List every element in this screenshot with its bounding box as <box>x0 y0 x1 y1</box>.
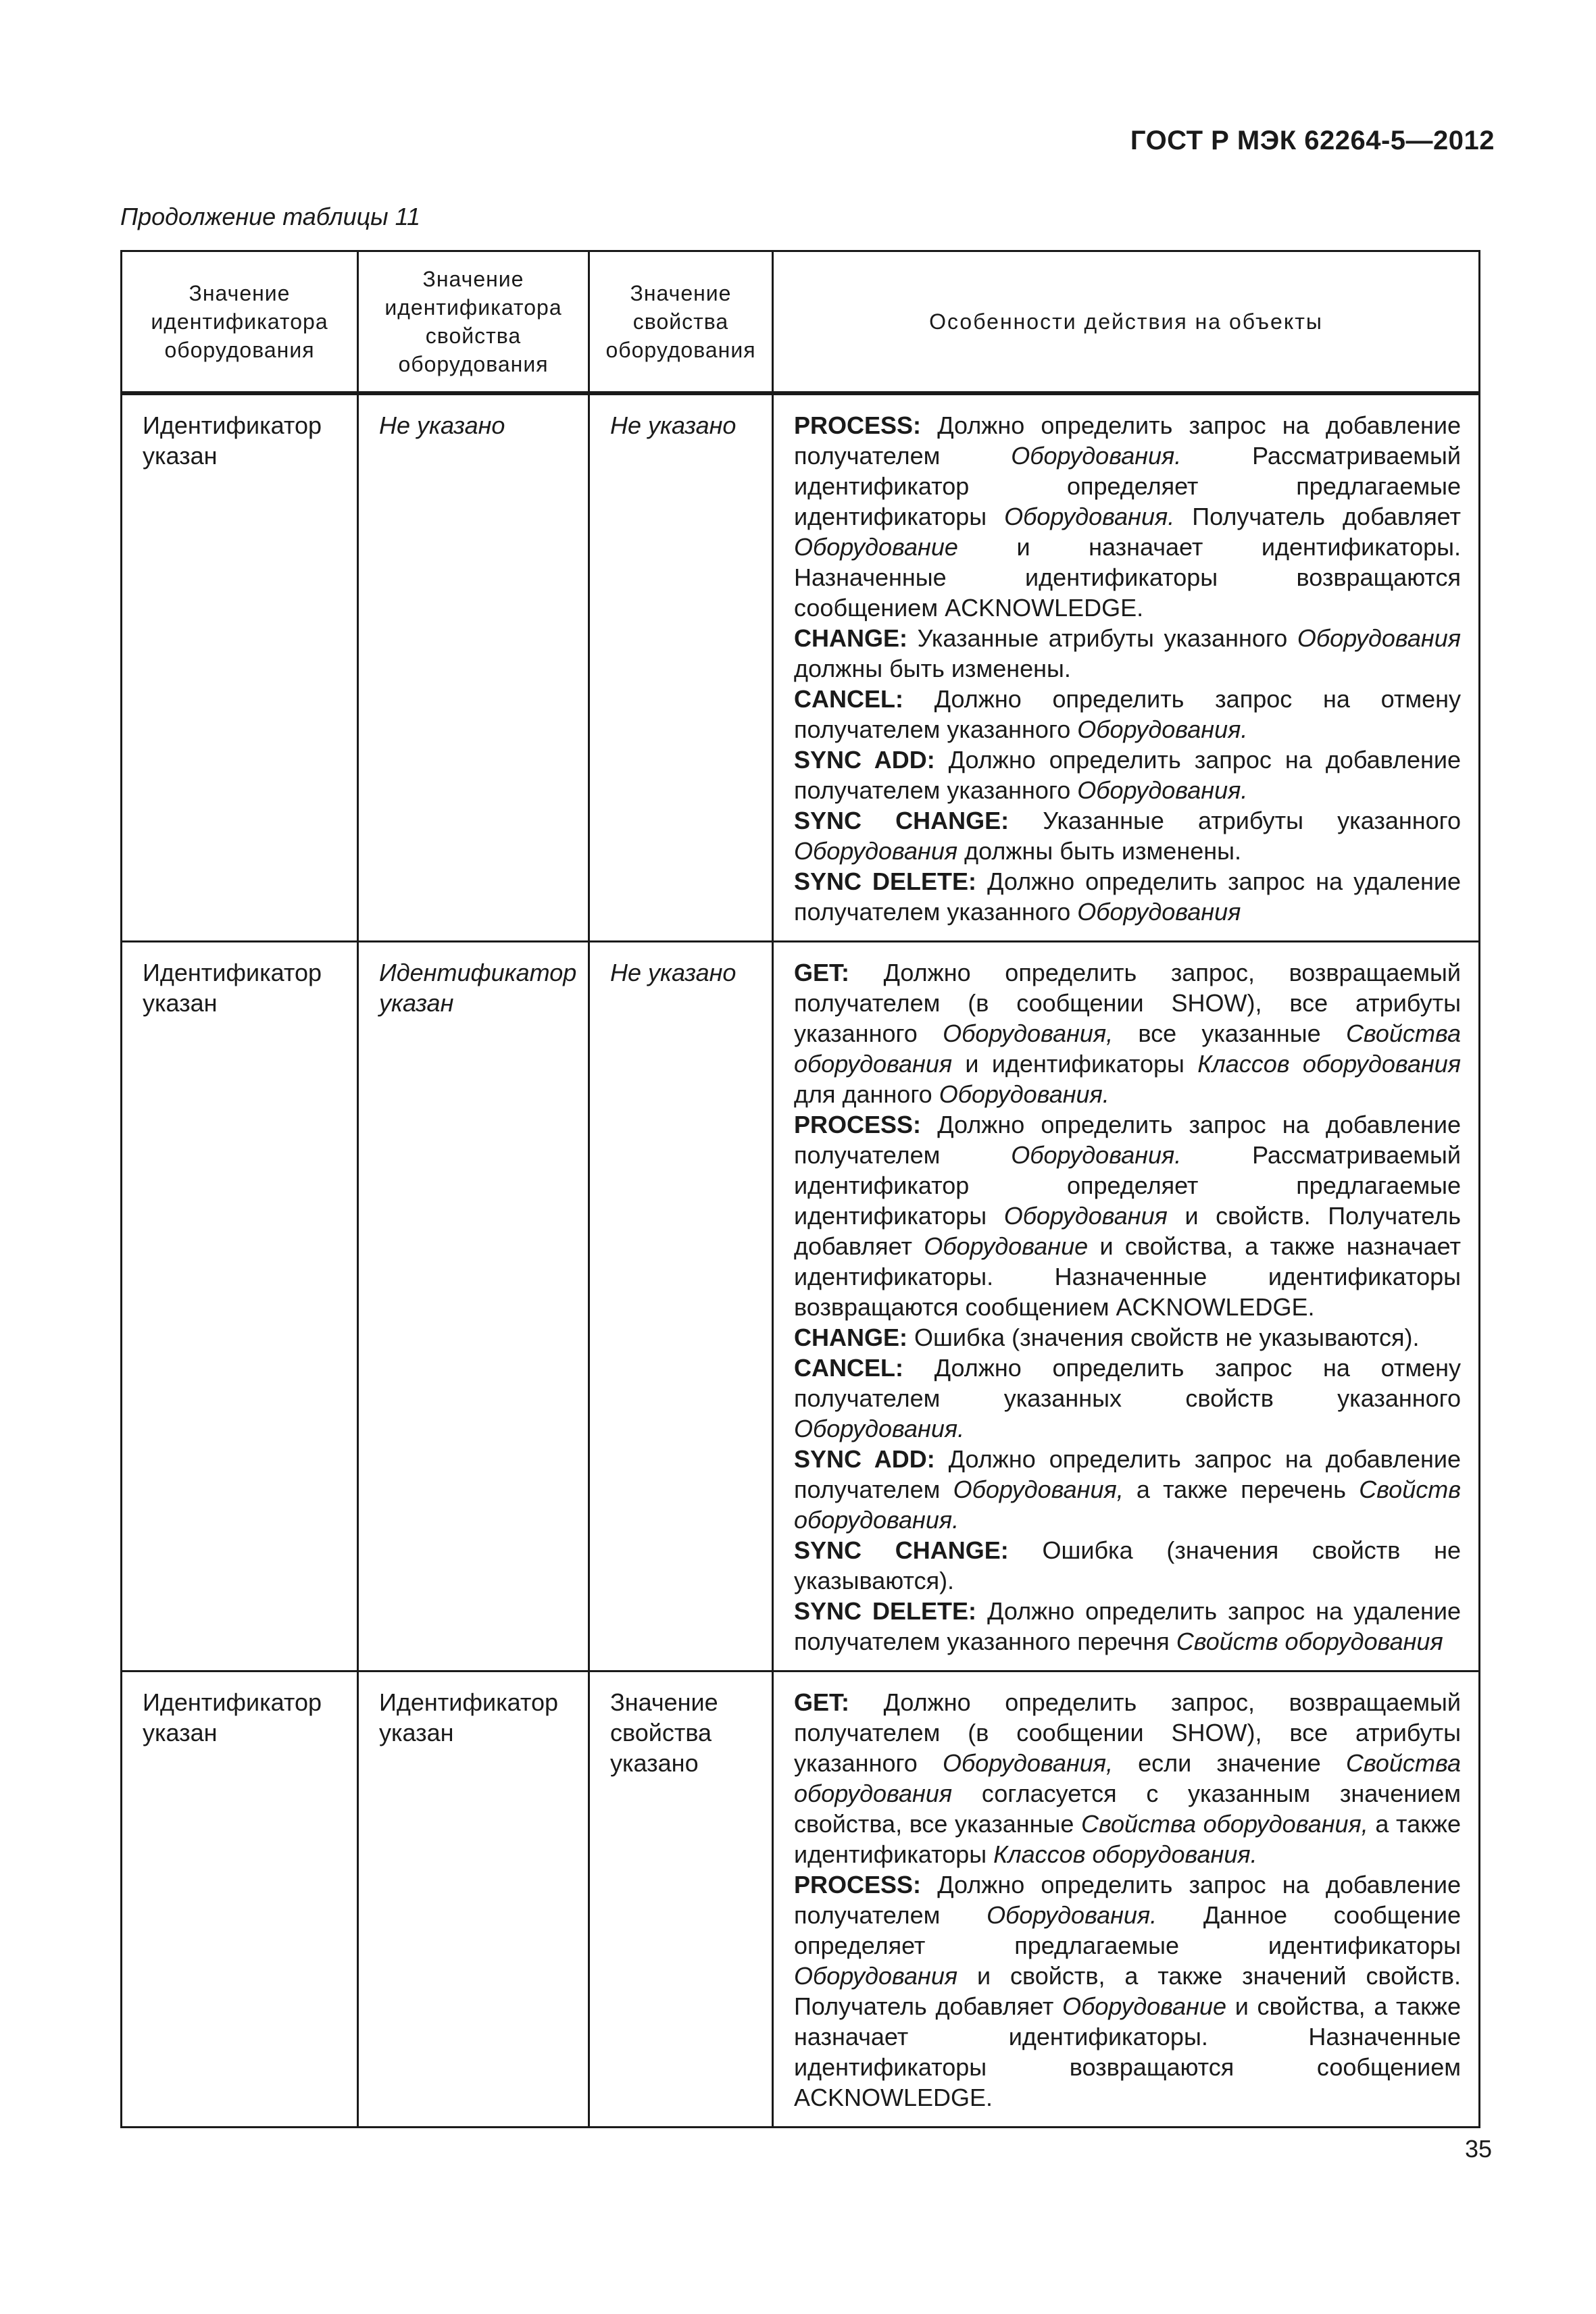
action-description-cell <box>773 942 1480 1671</box>
action-verb: PROCESS: <box>794 1871 922 1898</box>
table-header-row <box>122 251 1480 393</box>
header-equipment-id: Значение идентификатора оборудования <box>122 251 358 393</box>
action-paragraph <box>794 1322 1461 1353</box>
property-value-cell: Не указано <box>589 942 773 1671</box>
action-text: Должно определить запрос на добавление получателем <box>794 1871 1461 1929</box>
standard-code: ГОСТ Р МЭК 62264-5—2012 <box>1130 126 1495 155</box>
action-verb: SYNC ADD: <box>794 1445 935 1473</box>
equipment-term: Свойства оборудования, <box>1081 1810 1368 1838</box>
equipment-term: Оборудования <box>1077 898 1241 926</box>
table-caption: Продолжение таблицы 11 <box>120 203 421 230</box>
action-text: и свойств. Получатель добавляет <box>794 1202 1461 1260</box>
action-text: Ошибка (значения свойств не указываются). <box>794 1536 1462 1594</box>
action-text: должны быть изменены. <box>957 837 1241 865</box>
equipment-term: Оборудования. <box>1011 1141 1182 1169</box>
equipment-term: Оборудования. <box>1077 715 1248 743</box>
equipment-term: Оборудование <box>924 1232 1089 1260</box>
action-verb: PROCESS: <box>794 411 922 439</box>
action-text: Данное сообщение определяет предлагаемые идентификаторы <box>794 1901 1461 1959</box>
equipment-term: Оборудование <box>1062 1992 1227 2020</box>
action-text: и свойства, а также назначает идентификаторы. Назначенные идентификаторы возвращаются сообщением ACKNOWLEDGE. <box>794 1232 1461 1321</box>
action-text: Должно определить запрос на добавление получателем <box>794 1111 1461 1169</box>
action-text: а также перечень <box>1123 1476 1360 1503</box>
equipment-term: Оборудования <box>1003 1202 1168 1230</box>
equipment-term: Классов оборудования. <box>993 1840 1257 1868</box>
equipment-term: Оборудования. <box>794 1415 965 1442</box>
action-verb: SYNC CHANGE: <box>794 1536 1009 1564</box>
equipment-term: Оборудование <box>794 533 958 561</box>
property-id-cell: Идентификатор указан <box>358 942 589 1671</box>
action-verb: CHANGE: <box>794 624 907 652</box>
action-text: Ошибка (значения свойств не указываются). <box>907 1324 1420 1351</box>
action-verb: SYNC ADD: <box>794 746 935 774</box>
action-paragraph <box>794 410 1461 623</box>
action-text: Должно определить запрос на добавление получателем указанного <box>794 746 1461 804</box>
action-verb: CHANGE: <box>794 1324 907 1351</box>
action-verb: GET: <box>794 959 850 986</box>
action-verb: CANCEL: <box>794 685 903 713</box>
action-text: Должно определить запрос на отмену получателем указанного <box>794 685 1461 743</box>
equipment-term: Оборудования. <box>1077 776 1248 804</box>
action-text: Указанные атрибуты указанного <box>1009 807 1461 834</box>
equipment-term: Оборудования <box>794 837 958 865</box>
header-object-actions: Особенности действия на объекты <box>773 251 1480 393</box>
action-text: Должно определить запрос на добавление получателем <box>794 1445 1461 1503</box>
equipment-term: Оборудования. <box>939 1080 1109 1108</box>
action-text: если значение <box>1113 1749 1346 1777</box>
action-verb: SYNC CHANGE: <box>794 807 1009 834</box>
action-verb: GET: <box>794 1688 850 1716</box>
property-value-cell: Не указано <box>589 395 773 942</box>
equipment-term: Оборудования <box>1297 624 1461 652</box>
action-text: и свойств, а также значений свойств. Получатель добавляет <box>794 1962 1461 2020</box>
action-text: а также идентификаторы <box>794 1810 1461 1868</box>
table-row <box>122 395 1480 942</box>
action-text: Рассматриваемый идентификатор определяет предлагаемые идентификаторы <box>794 1141 1462 1230</box>
equipment-term: Свойства оборудования <box>794 1020 1461 1078</box>
action-text: Получатель добавляет <box>1174 503 1461 530</box>
actions-table <box>120 250 1480 2128</box>
action-paragraph <box>794 957 1461 1109</box>
action-text: и свойства, а также назначает идентификаторы. Назначенные идентификаторы возвращаются сообщением ACKNOWLEDGE. <box>794 1992 1461 2111</box>
header-property-id: Значение идентификатора свойства оборудования <box>358 251 589 393</box>
equipment-term: Оборудования. <box>1004 503 1175 530</box>
action-paragraph <box>794 623 1461 684</box>
equipment-term: Свойств оборудования <box>1176 1628 1443 1655</box>
action-description-cell <box>773 395 1480 942</box>
action-paragraph <box>794 866 1461 927</box>
action-paragraph <box>794 805 1461 866</box>
equipment-term: Свойства оборудования <box>794 1749 1461 1807</box>
action-text: Должно определить запрос на добавление получателем <box>794 411 1461 470</box>
action-text: согласуется с указанным значением свойства, все указанные <box>794 1780 1461 1838</box>
equipment-id-cell: Идентификатор указан <box>122 942 358 1671</box>
property-value-cell: Значение свойства указано <box>589 1671 773 2128</box>
equipment-term: Оборудования, <box>942 1749 1114 1777</box>
action-paragraph <box>794 745 1461 805</box>
action-text: Указанные атрибуты указанного <box>907 624 1297 652</box>
table-row <box>122 1671 1480 2128</box>
action-text: должны быть изменены. <box>794 655 1071 682</box>
action-verb: PROCESS: <box>794 1111 922 1138</box>
action-text: и назначает идентификаторы. Назначенные идентификаторы возвращаются сообщением ACKNOWLEDGE. <box>794 533 1461 622</box>
action-paragraph <box>794 1869 1461 2113</box>
equipment-term: Оборудования. <box>1011 442 1182 470</box>
property-id-cell: Идентификатор указан <box>358 1671 589 2128</box>
action-text: Должно определить запрос на удаление получателем указанного <box>794 867 1462 926</box>
action-paragraph <box>794 1596 1461 1657</box>
header-property-value: Значение свойства оборудования <box>589 251 773 393</box>
action-text: для данного <box>794 1080 939 1108</box>
equipment-term: Оборудования, <box>943 1020 1114 1047</box>
action-verb: CANCEL: <box>794 1354 903 1382</box>
property-id-cell: Не указано <box>358 395 589 942</box>
action-paragraph <box>794 1444 1461 1535</box>
action-text: Должно определить запрос на удаление получателем указанного перечня <box>794 1597 1462 1655</box>
action-text: Должно определить запрос, возвращаемый получателем (в сообщении SHOW), все атрибуты указанного <box>794 959 1461 1047</box>
action-text: Рассматриваемый идентификатор определяет предлагаемые идентификаторы <box>794 442 1462 530</box>
equipment-term: Свойств оборудования. <box>794 1476 1462 1534</box>
action-text: и идентификаторы <box>952 1050 1198 1078</box>
equipment-term: Оборудования. <box>987 1901 1157 1929</box>
equipment-id-cell: Идентификатор указан <box>122 1671 358 2128</box>
action-paragraph <box>794 684 1461 745</box>
action-paragraph <box>794 1687 1461 1869</box>
action-description-cell <box>773 1671 1480 2128</box>
action-paragraph <box>794 1353 1461 1444</box>
action-text: Должно определить запрос, возвращаемый получателем (в сообщении SHOW), все атрибуты указанного <box>794 1688 1461 1777</box>
equipment-id-cell: Идентификатор указан <box>122 395 358 942</box>
page-number: 35 <box>1464 2135 1492 2163</box>
equipment-term: Оборудования, <box>953 1476 1124 1503</box>
action-text: Должно определить запрос на отмену получателем указанных свойств указанного <box>794 1354 1461 1412</box>
action-text: все указанные <box>1113 1020 1346 1047</box>
action-paragraph <box>794 1109 1461 1322</box>
table-row <box>122 942 1480 1671</box>
action-verb: SYNC DELETE: <box>794 867 977 895</box>
equipment-term: Оборудования <box>794 1962 958 1990</box>
action-verb: SYNC DELETE: <box>794 1597 977 1625</box>
equipment-term: Классов оборудования <box>1197 1050 1462 1078</box>
action-paragraph <box>794 1535 1461 1596</box>
